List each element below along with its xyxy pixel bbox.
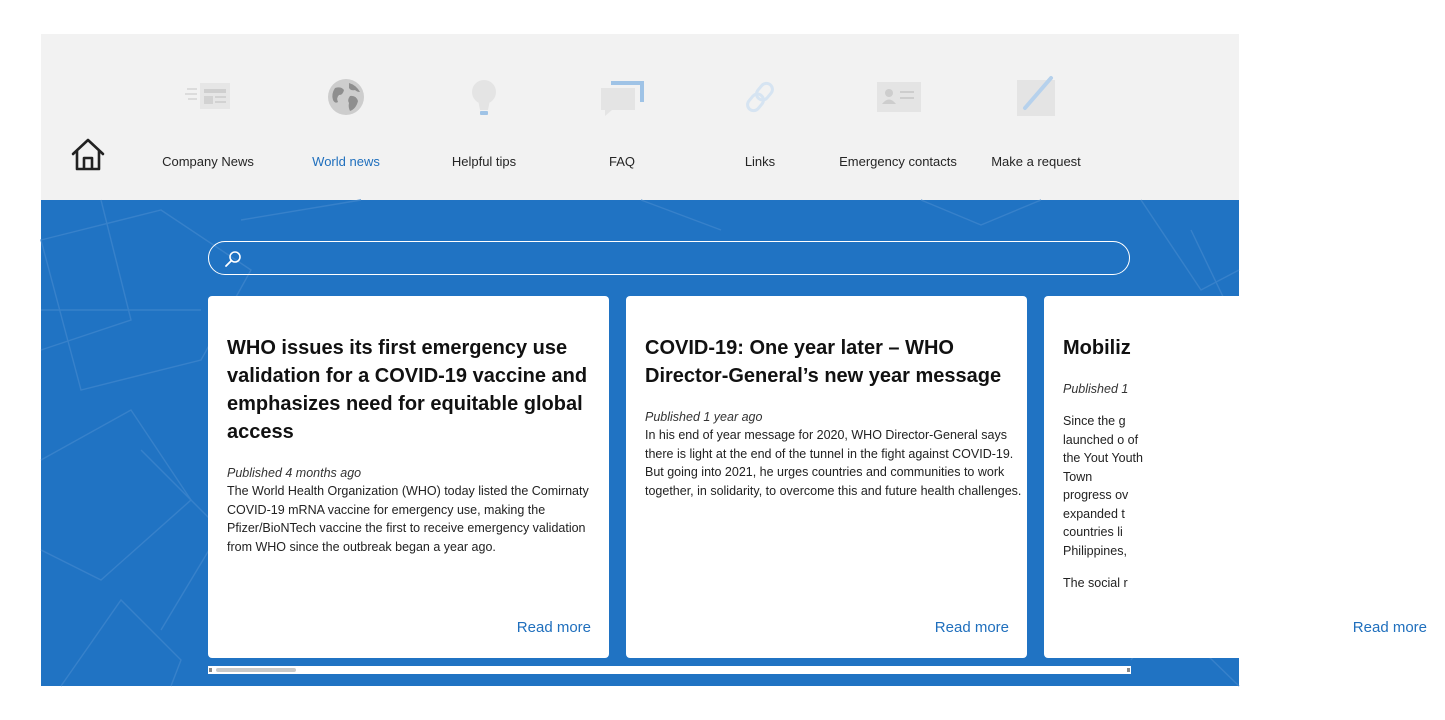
read-more-link[interactable]: Read more <box>934 619 1009 636</box>
card-title: COVID-19: One year later – WHO Director-General’s new year message <box>645 337 1002 387</box>
card-summary: Since the g launched o of the Yout Youth Town progress ov expanded t countries li Philippines, <box>1063 414 1143 558</box>
nav-item-links[interactable] <box>691 34 829 200</box>
nav-label: Make a request <box>991 154 1081 169</box>
nav-label: FAQ <box>608 154 635 169</box>
nav-item-company-news[interactable] <box>139 34 277 200</box>
nav-item-helpful-tips[interactable] <box>415 34 553 200</box>
nav-label: Helpful tips <box>451 154 517 169</box>
app-frame <box>41 34 1427 686</box>
news-panel <box>41 200 1427 686</box>
home-icon <box>67 134 109 176</box>
nav-label: Emergency contacts <box>839 154 957 169</box>
card-summary: In his end of year message for 2020, WHO Director-General says there is light at the end of the tunnel in the fight against COVID-19. But going into 2021, he urges countries and communities to work together, in solidarity, to overcome this and future health challenges. <box>645 428 1022 498</box>
link-icon <box>735 72 785 122</box>
horizontal-scrollbar[interactable] <box>208 666 1131 674</box>
nav-label: Links <box>744 154 776 169</box>
nav-item-make-a-request[interactable] <box>967 34 1105 200</box>
read-more-link[interactable]: Read more <box>516 619 591 636</box>
news-card[interactable] <box>1044 296 1445 658</box>
card-published-date: Published 1 <box>1063 382 1129 396</box>
card-published-date: Published 4 months ago <box>227 466 362 480</box>
contact-card-icon <box>873 72 923 122</box>
nav-item-emergency-contacts[interactable] <box>829 34 967 200</box>
search-bar[interactable] <box>208 241 1130 275</box>
card-published-date: Published 1 year ago <box>645 410 763 424</box>
globe-icon <box>321 72 371 122</box>
card-title: WHO issues its first emergency use validation for a COVID-19 vaccine and emphasizes need for equitable global access <box>227 337 588 443</box>
card-title: Mobiliz <box>1063 337 1131 359</box>
nav-item-world-news[interactable] <box>277 34 415 200</box>
card-summary-continued: The social r <box>1063 576 1128 590</box>
nav-item-faq[interactable] <box>553 34 691 200</box>
chat-icon <box>597 72 647 122</box>
scroll-right-arrow[interactable] <box>1127 668 1130 672</box>
read-more-link[interactable]: Read more <box>1352 619 1427 636</box>
search-icon <box>223 249 243 269</box>
search-input[interactable] <box>249 246 1113 272</box>
nav-label: World news <box>312 154 380 169</box>
scroll-left-arrow[interactable] <box>209 668 212 672</box>
news-icon <box>183 72 233 122</box>
news-card[interactable] <box>626 296 1027 658</box>
lightbulb-icon <box>459 72 509 122</box>
nav-label: Company News <box>162 154 254 169</box>
news-card[interactable] <box>208 296 609 658</box>
scrollbar-thumb[interactable] <box>216 668 296 672</box>
home-button[interactable] <box>67 134 109 176</box>
card-summary: The World Health Organization (WHO) today listed the Comirnaty COVID-19 mRNA vaccine for emergency use, making the Pfizer/BioNTech vaccine the first to receive emergency validation from WHO since the outbreak began a year ago. <box>227 484 589 554</box>
top-navigation <box>41 34 1239 200</box>
pencil-icon <box>1011 72 1061 122</box>
news-carousel[interactable] <box>208 296 1427 666</box>
